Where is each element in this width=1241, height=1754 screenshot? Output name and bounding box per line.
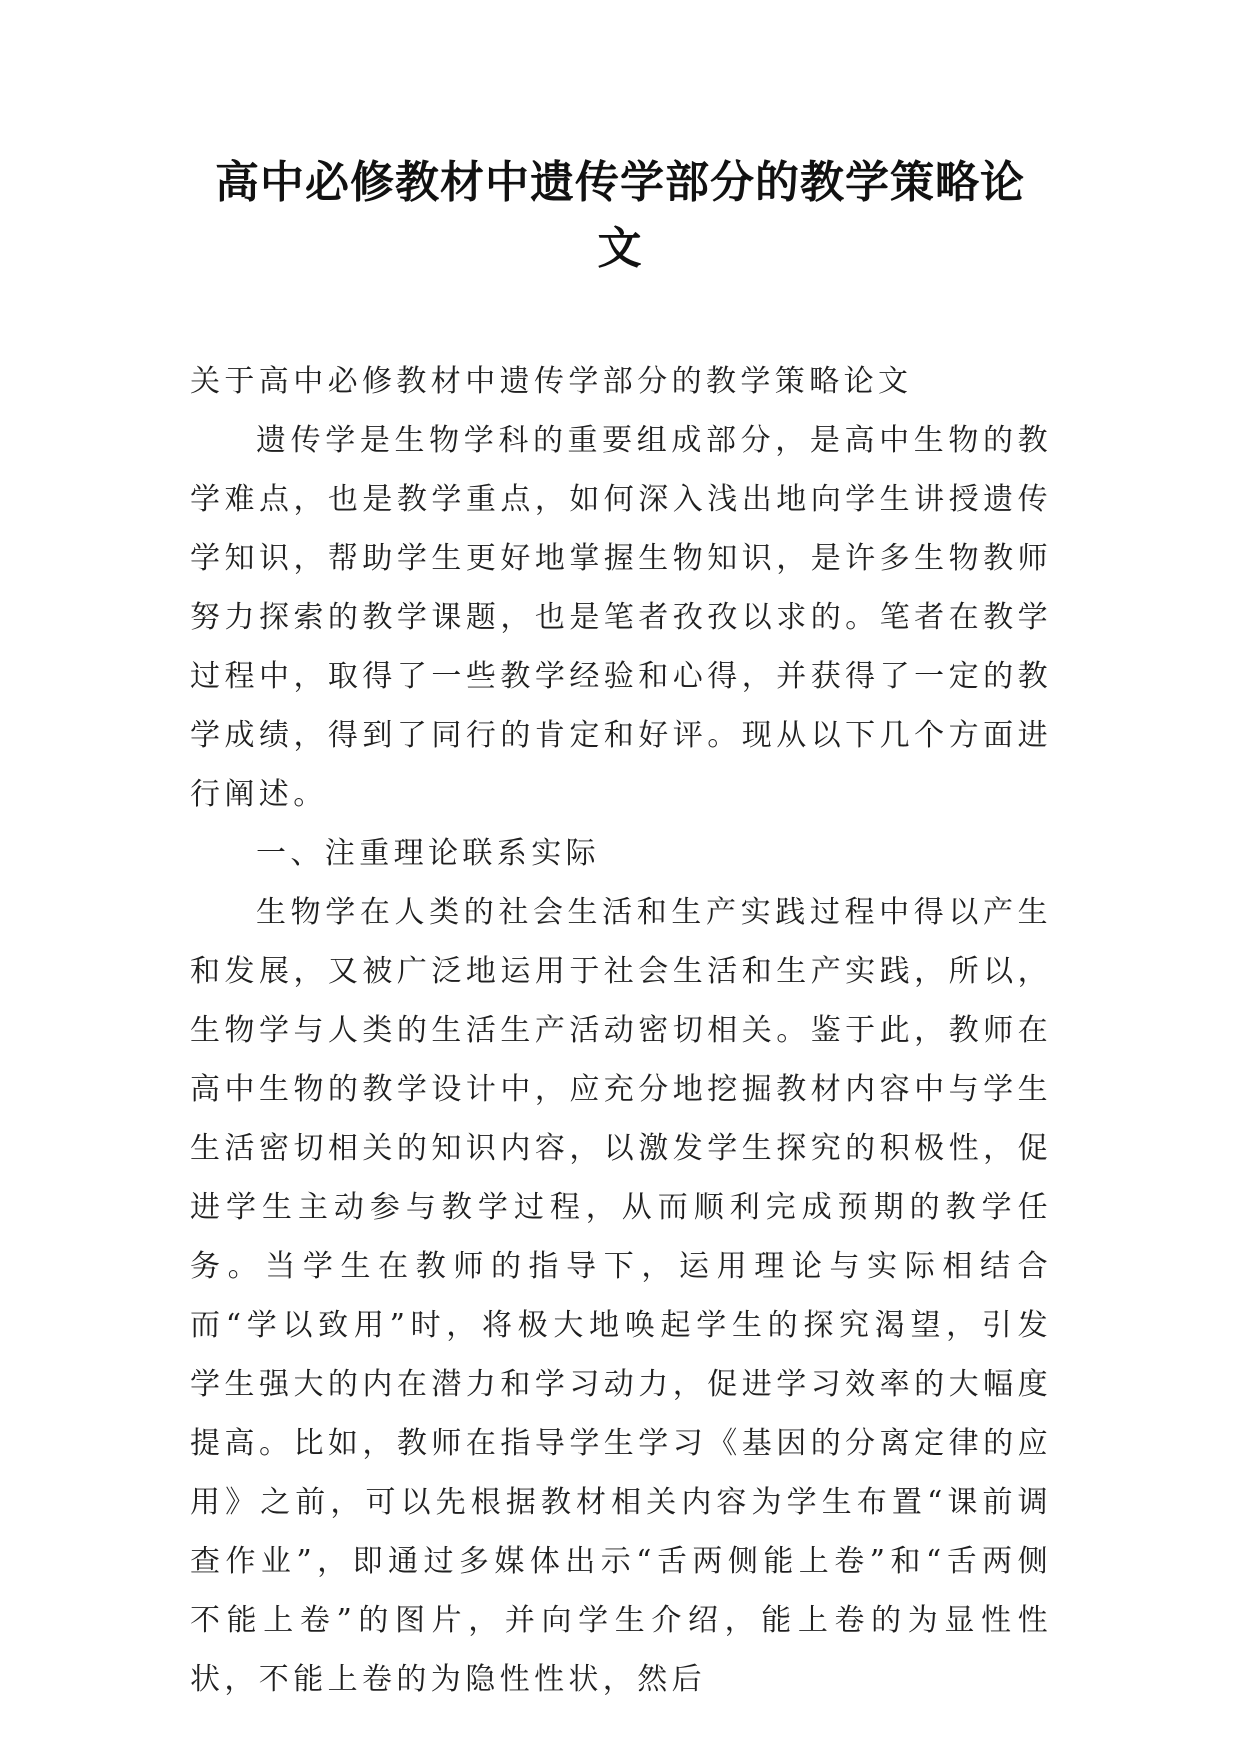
document-body: [190, 352, 1052, 1709]
document-subtitle: 关于高中必修教材中遗传学部分的教学策略论文: [190, 364, 913, 399]
paragraph-intro: 遗传学是生物学科的重要组成部分，是高中生物的教学难点，也是教学重点，如何深入浅出地向学生讲授遗传学知识，帮助学生更好地掌握生物知识，是许多生物教师努力探索的教学课题，也是笔者孜孜以求的。笔者在教学过程中，取得了一些教学经验和心得，并获得了一定的教学成绩，得到了同行的肯定和好评。现从以下几个方面进行阐述。: [190, 423, 1052, 812]
paragraph-section-1: 生物学在人类的社会生活和生产实践过程中得以产生和发展，又被广泛地运用于社会生活和生产实践，所以，生物学与人类的生活生产活动密切相关。鉴于此，教师在高中生物的教学设计中，应充分地挖掘教材内容中与学生生活密切相关的知识内容，以激发学生探究的积极性，促进学生主动参与教学过程，从而顺利完成预期的教学任务。当学生在教师的指导下，运用理论与实际相结合而“学以致用”时，将极大地唤起学生的探究渴望，引发学生强大的内在潜力和学习动力，促进学习效率的大幅度提高。比如，教师在指导学生学习《基因的分离定律的应用》之前，可以先根据教材相关内容为学生布置“课前调查作业”，即通过多媒体出示“舌两侧能上卷”和“舌两侧不能上卷”的图片，并向学生介绍，能上卷的为显性性状，不能上卷的为隐性性状，然后: [190, 895, 1052, 1697]
document-title: [190, 150, 1050, 282]
document-title-line1: 高中必修教材中遗传学部分的教学策略论: [215, 157, 1025, 208]
section-heading-1: 一、注重理论联系实际: [256, 836, 600, 871]
document-title-line2: 文: [597, 223, 643, 274]
